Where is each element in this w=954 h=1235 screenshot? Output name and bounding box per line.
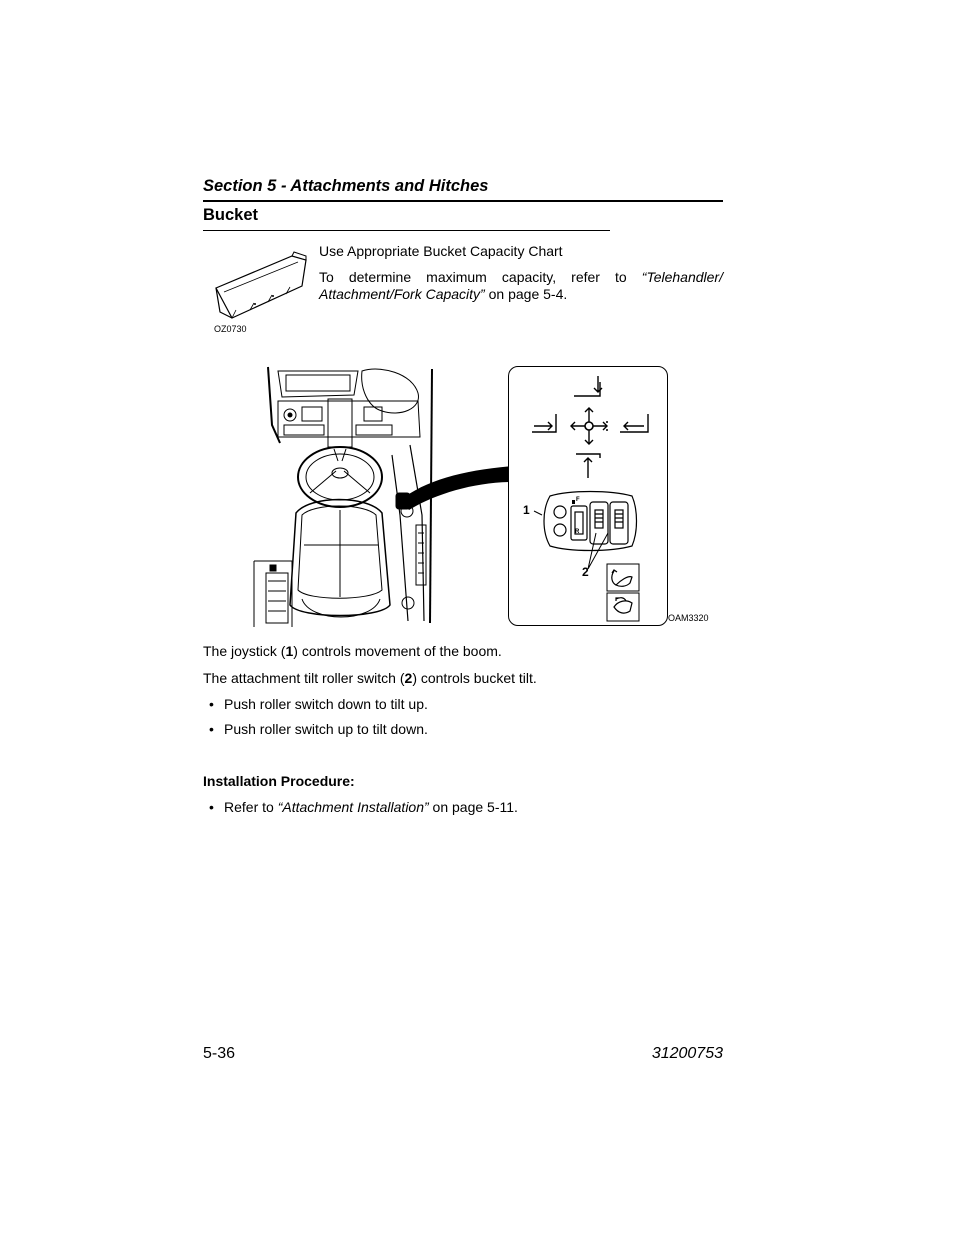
callout-number-1: 1 — [523, 503, 530, 517]
tilt-text-post: ) controls bucket tilt. — [412, 670, 537, 686]
joystick-text-post: ) controls movement of the boom. — [293, 643, 502, 659]
joystick-callout-ref: 1 — [285, 643, 294, 659]
page-number: 5-36 — [203, 1045, 236, 1062]
subsection-rule — [203, 230, 610, 231]
tilt-callout-ref: 2 — [404, 670, 413, 686]
bullet-tilt-up: • Push roller switch down to tilt up. — [224, 696, 428, 713]
install-text-pre: Refer to — [224, 799, 278, 815]
tilt-symbols — [606, 563, 642, 623]
document-number: 31200753 — [651, 1045, 723, 1062]
capacity-link[interactable]: “Telehandler/ Attachment/Fork Capacity” — [319, 269, 723, 302]
installation-heading: Installation Procedure: — [203, 773, 355, 789]
bullet-installation-ref — [224, 799, 518, 816]
capacity-paragraph — [319, 269, 723, 303]
callout-number-2: 2 — [582, 565, 589, 579]
bucket-illustration — [210, 248, 310, 328]
tilt-description — [203, 670, 537, 687]
bucket-chart-title: Use Appropriate Bucket Capacity Chart — [319, 243, 563, 259]
subsection-title: Bucket — [203, 206, 259, 224]
install-text-post: on page 5-11. — [428, 799, 518, 815]
section-title: Section 5 - Attachments and Hitches — [203, 177, 489, 195]
callout-connector — [395, 460, 520, 520]
cab-figure-ref: OAM3320 — [668, 613, 709, 623]
capacity-text-post: on page 5-4. — [484, 286, 568, 302]
joystick-description — [203, 643, 502, 660]
header-rule — [203, 200, 723, 202]
install-link[interactable]: “Attachment Installation” — [277, 799, 429, 815]
bullet-tilt-down: • Push roller switch up to tilt down. — [224, 721, 428, 738]
tilt-text-pre: The attachment tilt roller switch ( — [203, 670, 405, 686]
bucket-figure-ref: OZ0730 — [214, 324, 247, 334]
capacity-text-pre: To determine maximum capacity, refer to — [319, 269, 642, 285]
switch-label-f: F — [576, 497, 580, 503]
joystick-text-pre: The joystick ( — [203, 643, 286, 659]
switch-label-r: R — [575, 529, 580, 535]
